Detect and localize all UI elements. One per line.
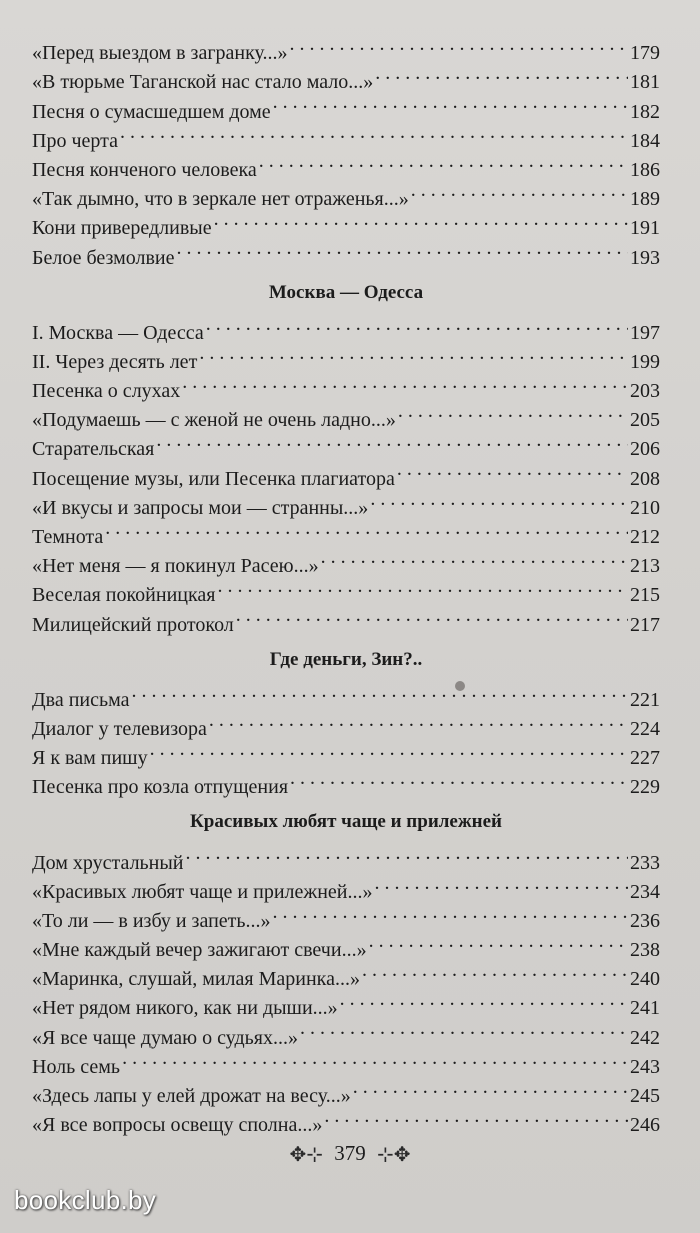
entry-title: «Нет меня — я покинул Расею...» xyxy=(32,555,319,578)
entry-page-number: 191 xyxy=(630,217,660,240)
dot-leader xyxy=(324,1102,628,1131)
entry-page-number: 242 xyxy=(630,1026,660,1049)
site-watermark: bookclub.by xyxy=(14,1185,157,1215)
dot-leader xyxy=(375,869,629,898)
entry-title: II. Через десять лет xyxy=(32,350,198,373)
entry-title: Я к вам пишу xyxy=(32,747,148,770)
entry-title: «Здесь лапы у елей дрожат на весу...» xyxy=(32,1085,351,1107)
entry-title: «Перед выездом в загранку...» xyxy=(32,42,288,65)
entry-title: «Маринка, слушай, милая Маринка...» xyxy=(32,968,360,991)
dot-leader xyxy=(150,735,628,764)
dot-leader xyxy=(321,543,628,572)
dot-leader xyxy=(214,205,628,234)
dot-leader xyxy=(273,898,628,927)
entry-page-number: 233 xyxy=(630,851,660,874)
entry-page-number: 197 xyxy=(630,321,660,344)
dot-leader xyxy=(236,601,628,630)
toc-section xyxy=(32,643,660,799)
entry-title: Милицейский протокол xyxy=(32,613,234,636)
entry-page-number: 243 xyxy=(630,1055,660,1078)
dot-leader xyxy=(209,706,628,735)
dot-leader xyxy=(369,927,628,956)
toc-entry xyxy=(32,677,660,711)
entry-title: «Нет рядом никого, как ни дыши...» xyxy=(32,997,338,1020)
toc-entry xyxy=(32,839,660,874)
dot-leader xyxy=(411,176,628,205)
entry-title: «Красивых любят чаще и прилежней...» xyxy=(32,880,373,903)
entry-page-number: 229 xyxy=(630,776,660,799)
entry-page-number: 179 xyxy=(630,42,660,65)
entry-page-number: 184 xyxy=(630,129,660,152)
section-title: Красивых любят чаще и прилежней xyxy=(190,811,502,833)
entry-page-number: 210 xyxy=(630,496,660,519)
entry-title: Ноль семь xyxy=(32,1055,121,1078)
dot-leader xyxy=(397,455,628,484)
toc-entry xyxy=(32,310,660,344)
dot-leader xyxy=(353,1073,628,1102)
entry-title: «Так дымно, что в зеркале нет отраженья...» xyxy=(32,188,409,211)
dot-leader xyxy=(273,88,628,117)
entry-title: Дом хрустальный xyxy=(32,851,184,874)
dot-leader xyxy=(259,147,628,176)
dot-leader xyxy=(199,339,628,368)
entry-page-number: 215 xyxy=(630,584,660,607)
dot-leader xyxy=(362,956,628,985)
toc-entry xyxy=(32,118,660,152)
entry-title: Песенка о слухах xyxy=(32,380,181,403)
entry-title: Диалог у телевизора xyxy=(32,717,207,740)
entry-page-number: 189 xyxy=(630,188,660,211)
dot-leader xyxy=(120,118,628,147)
dot-leader xyxy=(290,30,628,59)
entry-title: Про черта xyxy=(32,129,118,152)
entry-page-number: 224 xyxy=(630,717,660,740)
section-title: Где деньги, Зин?.. xyxy=(269,648,423,670)
dot-leader xyxy=(177,234,628,263)
entry-title: Белое безмолвие xyxy=(32,246,175,269)
toc-entry xyxy=(32,1073,660,1107)
entry-page-number: 203 xyxy=(630,380,660,403)
entry-title: «Подумаешь — с женой не очень ладно...» xyxy=(32,409,396,432)
entry-page-number: 227 xyxy=(630,747,660,770)
dot-leader xyxy=(340,985,628,1014)
entry-title: Два письма xyxy=(32,688,130,711)
section-title: Москва — Одесса xyxy=(268,281,424,303)
entry-page-number: 238 xyxy=(630,939,660,962)
entry-page-number: 182 xyxy=(630,100,660,123)
entry-page-number: 208 xyxy=(630,467,660,490)
toc-entry xyxy=(32,1044,660,1078)
entry-title: «Я все чаще думаю о судьях...» xyxy=(32,1026,298,1049)
dot-leader xyxy=(206,310,628,339)
dot-leader xyxy=(217,572,628,601)
dot-leader xyxy=(290,764,628,793)
toc-entry xyxy=(32,147,660,181)
entry-title: «Я все вопросы освещу сполна...» xyxy=(32,1114,323,1137)
entry-page-number: 199 xyxy=(630,350,660,373)
entry-page-number: 212 xyxy=(630,526,660,548)
entry-page-number: 234 xyxy=(630,880,660,903)
entry-page-number: 205 xyxy=(630,409,660,432)
entry-page-number: 221 xyxy=(630,688,660,711)
dot-leader xyxy=(156,426,628,455)
toc-section xyxy=(32,30,660,269)
toc-entry xyxy=(32,543,660,578)
entry-page-number: 217 xyxy=(630,613,660,636)
entry-page-number: 213 xyxy=(630,555,660,578)
toc-entry xyxy=(32,514,660,548)
entry-title: «То ли — в избу и запеть...» xyxy=(32,909,271,932)
entry-title: Песня конченого человека xyxy=(32,158,257,181)
dot-leader xyxy=(370,485,628,514)
entry-page-number: 206 xyxy=(630,438,660,461)
toc-entry xyxy=(32,30,660,65)
entry-page-number: 246 xyxy=(630,1114,660,1137)
entry-title: Темнота xyxy=(32,526,104,548)
entry-title: Песенка про козла отпущения xyxy=(32,776,289,799)
entry-page-number: 241 xyxy=(630,997,660,1020)
entry-title: «И вкусы и запросы мои — странны...» xyxy=(32,496,369,519)
table-of-contents xyxy=(32,30,660,1137)
toc-section xyxy=(32,805,660,1137)
ornament-right-icon: ⊹✥ xyxy=(377,1144,411,1167)
entry-title: Кони привередливые xyxy=(32,217,212,240)
entry-page-number: 245 xyxy=(630,1085,660,1107)
entry-page-number: 240 xyxy=(630,968,660,991)
entry-page-number: 236 xyxy=(630,909,660,932)
dot-leader xyxy=(300,1014,628,1043)
page-number: 379 xyxy=(334,1141,366,1165)
entry-title: Посещение музы, или Песенка плагиатора xyxy=(32,467,395,490)
entry-title: «В тюрьме Таганской нас стало мало...» xyxy=(32,71,374,94)
entry-title: Старательская xyxy=(32,438,155,461)
entry-page-number: 186 xyxy=(630,158,660,181)
ink-smudge xyxy=(455,681,465,691)
entry-page-number: 181 xyxy=(630,71,660,94)
entry-title: Веселая покойницкая xyxy=(32,584,216,607)
dot-leader xyxy=(398,397,628,426)
entry-title: I. Москва — Одесса xyxy=(32,321,204,344)
dot-leader xyxy=(132,677,629,706)
page-footer xyxy=(0,1138,700,1168)
entry-page-number: 193 xyxy=(630,246,660,269)
dot-leader xyxy=(375,59,628,88)
dot-leader xyxy=(105,514,628,543)
entry-title: «Мне каждый вечер зажигают свечи...» xyxy=(32,939,367,962)
toc-section xyxy=(32,276,660,636)
entry-title: Песня о сумасшедшем доме xyxy=(32,100,271,123)
dot-leader xyxy=(122,1044,628,1073)
dot-leader xyxy=(186,839,628,868)
ornament-left-icon: ✥⊹ xyxy=(289,1144,323,1167)
dot-leader xyxy=(182,368,628,397)
